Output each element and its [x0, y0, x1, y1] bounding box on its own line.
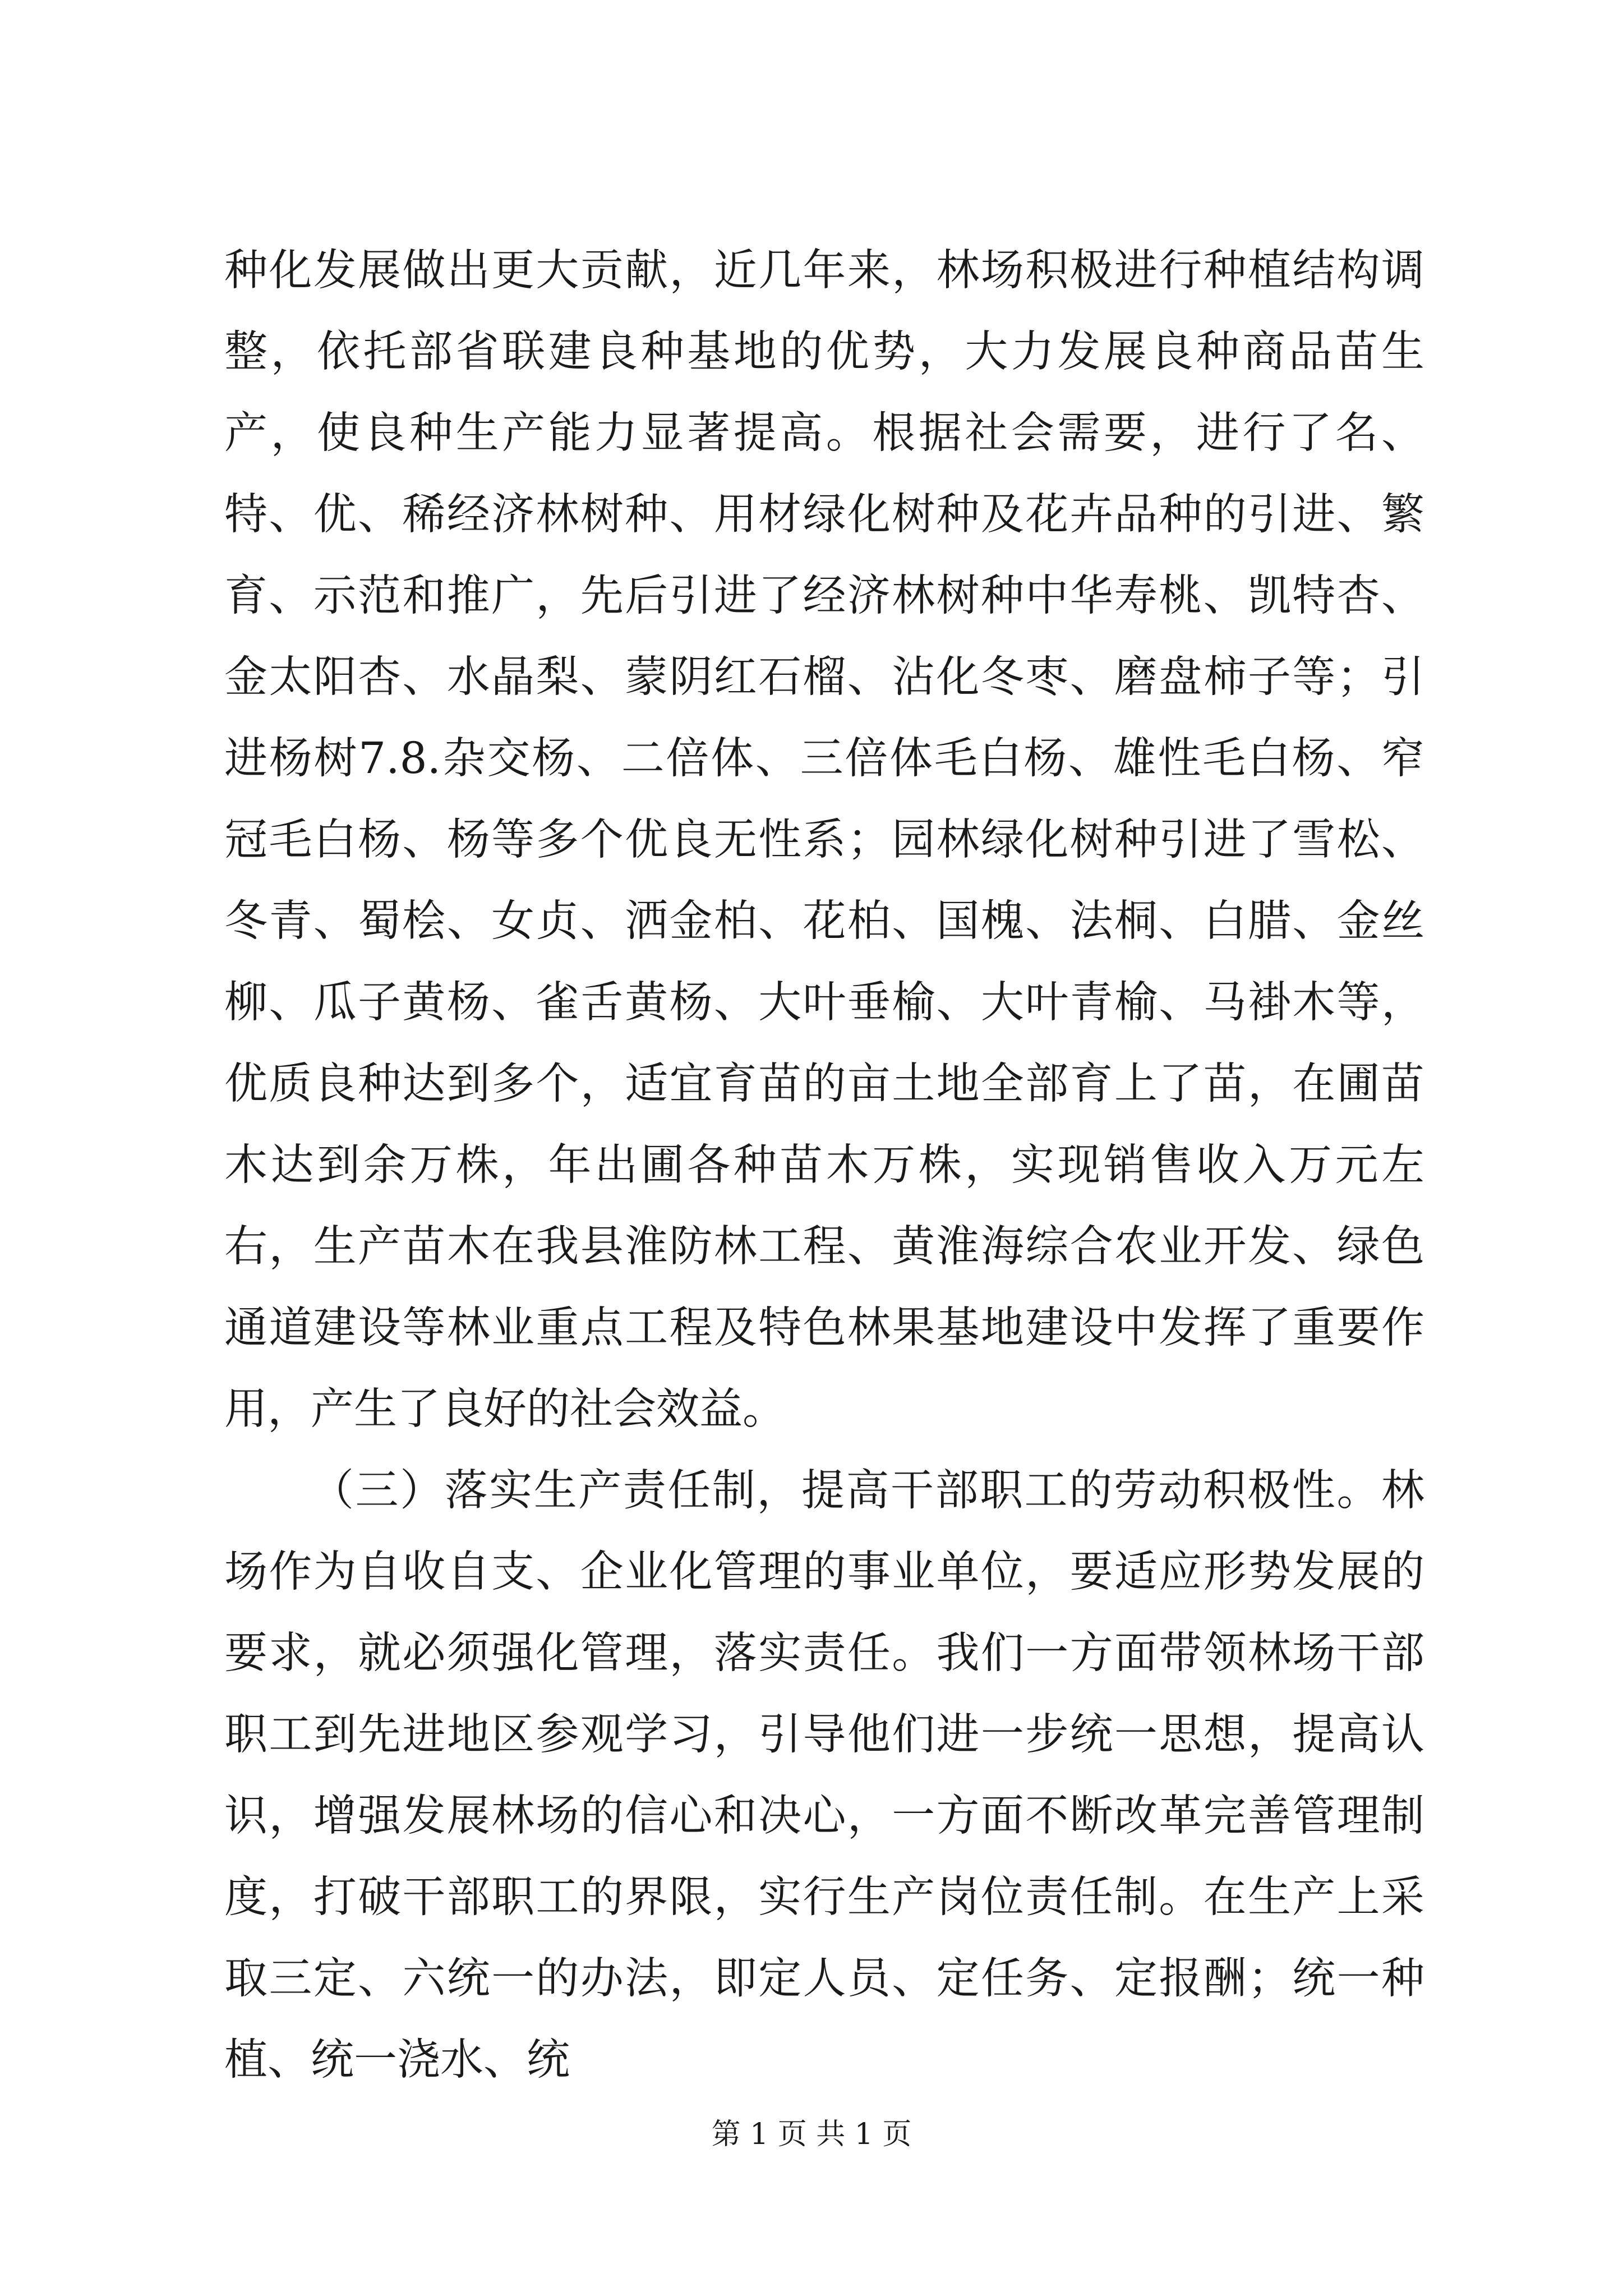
document-body — [224, 230, 1424, 2101]
page-number-label: 第 1 页 共 1 页 — [711, 2118, 912, 2151]
paragraph-seedling-development: 种化发展做出更大贡献，近几年来，林场积极进行种植结构调整，依托部省联建良种基地的优势，大力发展良种商品苗生产，使良种生产能力显著提高。根据社会需要，进行了名、特、优、稀经济林树种、用材绿化树种及花卉品种的引进、繁育、示范和推广，先后引进了经济林树种中华寿桃、凯特杏、金太阳杏、水晶梨、蒙阴红石榴、沾化冬枣、磨盘柿子等；引进杨树7.8.杂交杨、二倍体、三倍体毛白杨、雄性毛白杨、窄冠毛白杨、杨等多个优良无性系；园林绿化树种引进了雪松、冬青、蜀桧、女贞、洒金柏、花柏、国槐、法桐、白腊、金丝柳、瓜子黄杨、雀舌黄杨、大叶垂榆、大叶青榆、马褂木等，优质良种达到多个，适宜育苗的亩土地全部育上了苗，在圃苗木达到余万株，年出圃各种苗木万株，实现销售收入万元左右，生产苗木在我县淮防林工程、黄淮海综合农业开发、绿色通道建设等林业重点工程及特色林果基地建设中发挥了重要作用，产生了良好的社会效益。 — [224, 246, 1424, 1434]
paragraph-responsibility-system: （三）落实生产责任制，提高干部职工的劳动积极性。林场作为自收自支、企业化管理的事业单位，要适应形势发展的要求，就必须强化管理，落实责任。我们一方面带领林场干部职工到先进地区参观学习，引导他们进一步统一思想，提高认识，增强发展林场的信心和决心，一方面不断改革完善管理制度，打破干部职工的界限，实行生产岗位责任制。在生产上采取三定、六统一的办法，即定人员、定任务、定报酬；统一种植、统一浇水、统 — [224, 1466, 1424, 2085]
page-footer — [0, 2115, 1623, 2154]
